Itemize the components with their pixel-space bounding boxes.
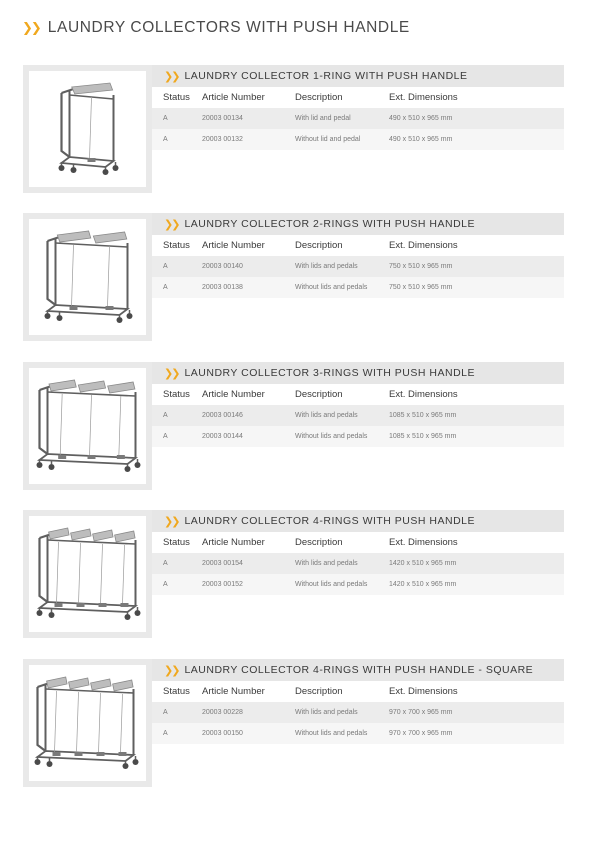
- description-cell: With lids and pedals: [295, 412, 358, 419]
- table-row: [152, 426, 564, 447]
- table-header-row: [152, 87, 564, 108]
- column-header: Status: [163, 240, 190, 251]
- section-title-bar: [152, 659, 564, 681]
- description-cell: With lid and pedal: [295, 115, 351, 122]
- dimensions-cell: 750 x 510 x 965 mm: [389, 284, 453, 291]
- product-table: [152, 235, 564, 298]
- page-title: LAUNDRY COLLECTORS WITH PUSH HANDLE: [47, 19, 410, 36]
- column-header: Article Number: [202, 537, 265, 548]
- article-number-cell: 20003 00154: [202, 560, 243, 567]
- column-header: Status: [163, 686, 190, 697]
- product-photo: [29, 71, 146, 187]
- dimensions-cell: 1420 x 510 x 965 mm: [389, 560, 457, 567]
- dimensions-cell: 490 x 510 x 965 mm: [389, 136, 453, 143]
- product-table: [152, 532, 564, 595]
- product-section: [23, 510, 564, 638]
- description-cell: Without lid and pedal: [295, 136, 361, 143]
- product-section: [23, 362, 564, 490]
- product-table: [152, 681, 564, 744]
- status-cell: A: [163, 433, 168, 440]
- column-header: Status: [163, 92, 190, 103]
- table-row: [152, 277, 564, 298]
- description-cell: With lids and pedals: [295, 263, 358, 270]
- dimensions-cell: 490 x 510 x 965 mm: [389, 115, 453, 122]
- product-photo: [29, 368, 146, 484]
- product-photo-frame: [23, 213, 152, 341]
- dimensions-cell: 1420 x 510 x 965 mm: [389, 581, 457, 588]
- table-header-row: [152, 532, 564, 553]
- dimensions-cell: 1085 x 510 x 965 mm: [389, 433, 457, 440]
- table-row: [152, 256, 564, 277]
- article-number-cell: 20003 00134: [202, 115, 243, 122]
- description-cell: Without lids and pedals: [295, 730, 368, 737]
- section-title: LAUNDRY COLLECTOR 1-RING WITH PUSH HANDLE: [184, 70, 468, 82]
- chevron-double-right-icon: ❯❯: [22, 20, 40, 36]
- column-header: Ext. Dimensions: [389, 240, 458, 251]
- status-cell: A: [163, 136, 168, 143]
- section-title-bar: [152, 65, 564, 87]
- laundry-collector-4-rings-icon: [29, 516, 146, 632]
- product-photo: [29, 665, 146, 781]
- article-number-cell: 20003 00144: [202, 433, 243, 440]
- status-cell: A: [163, 709, 168, 716]
- section-title: LAUNDRY COLLECTOR 4-RINGS WITH PUSH HANDLE: [184, 515, 475, 527]
- column-header: Description: [295, 686, 343, 697]
- status-cell: A: [163, 115, 168, 122]
- table-row: [152, 405, 564, 426]
- chevron-double-right-icon: ❯❯: [164, 366, 179, 380]
- description-cell: With lids and pedals: [295, 709, 358, 716]
- column-header: Description: [295, 240, 343, 251]
- table-header-row: [152, 681, 564, 702]
- product-photo-frame: [23, 362, 152, 490]
- column-header: Article Number: [202, 240, 265, 251]
- product-photo: [29, 516, 146, 632]
- table-header-row: [152, 235, 564, 256]
- chevron-double-right-icon: ❯❯: [164, 217, 179, 231]
- chevron-double-right-icon: ❯❯: [164, 514, 179, 528]
- article-number-cell: 20003 00228: [202, 709, 243, 716]
- section-title: LAUNDRY COLLECTOR 2-RINGS WITH PUSH HANDLE: [184, 218, 475, 230]
- laundry-collector-4-rings-square-icon: [29, 665, 146, 781]
- section-title-bar: [152, 510, 564, 532]
- chevron-double-right-icon: ❯❯: [164, 69, 179, 83]
- description-cell: Without lids and pedals: [295, 581, 368, 588]
- article-number-cell: 20003 00150: [202, 730, 243, 737]
- section-title: LAUNDRY COLLECTOR 3-RINGS WITH PUSH HANDLE: [184, 367, 475, 379]
- product-photo-frame: [23, 510, 152, 638]
- product-section: [23, 65, 564, 193]
- laundry-collector-3-rings-icon: [29, 368, 146, 484]
- section-title-bar: [152, 213, 564, 235]
- description-cell: With lids and pedals: [295, 560, 358, 567]
- article-number-cell: 20003 00140: [202, 263, 243, 270]
- column-header: Description: [295, 537, 343, 548]
- laundry-collector-1-ring-icon: [29, 71, 146, 187]
- column-header: Ext. Dimensions: [389, 92, 458, 103]
- chevron-double-right-icon: ❯❯: [164, 663, 179, 677]
- section-title-bar: [152, 362, 564, 384]
- table-row: [152, 129, 564, 150]
- dimensions-cell: 1085 x 510 x 965 mm: [389, 412, 457, 419]
- table-row: [152, 553, 564, 574]
- dimensions-cell: 970 x 700 x 965 mm: [389, 730, 453, 737]
- column-header: Article Number: [202, 389, 265, 400]
- table-row: [152, 108, 564, 129]
- dimensions-cell: 750 x 510 x 965 mm: [389, 263, 453, 270]
- product-photo: [29, 219, 146, 335]
- table-row: [152, 702, 564, 723]
- status-cell: A: [163, 581, 168, 588]
- product-section: [23, 213, 564, 341]
- column-header: Ext. Dimensions: [389, 537, 458, 548]
- laundry-collector-2-rings-icon: [29, 219, 146, 335]
- status-cell: A: [163, 284, 168, 291]
- column-header: Description: [295, 92, 343, 103]
- status-cell: A: [163, 560, 168, 567]
- column-header: Description: [295, 389, 343, 400]
- page-header: [22, 17, 410, 39]
- article-number-cell: 20003 00146: [202, 412, 243, 419]
- column-header: Status: [163, 537, 190, 548]
- column-header: Article Number: [202, 686, 265, 697]
- table-row: [152, 574, 564, 595]
- table-header-row: [152, 384, 564, 405]
- product-photo-frame: [23, 65, 152, 193]
- product-table: [152, 87, 564, 150]
- article-number-cell: 20003 00138: [202, 284, 243, 291]
- product-table: [152, 384, 564, 447]
- article-number-cell: 20003 00132: [202, 136, 243, 143]
- status-cell: A: [163, 730, 168, 737]
- column-header: Article Number: [202, 92, 265, 103]
- description-cell: Without lids and pedals: [295, 433, 368, 440]
- column-header: Ext. Dimensions: [389, 389, 458, 400]
- table-row: [152, 723, 564, 744]
- description-cell: Without lids and pedals: [295, 284, 368, 291]
- article-number-cell: 20003 00152: [202, 581, 243, 588]
- column-header: Status: [163, 389, 190, 400]
- status-cell: A: [163, 412, 168, 419]
- section-title: LAUNDRY COLLECTOR 4-RINGS WITH PUSH HANDLE - SQUARE: [184, 664, 534, 676]
- product-photo-frame: [23, 659, 152, 787]
- column-header: Ext. Dimensions: [389, 686, 458, 697]
- status-cell: A: [163, 263, 168, 270]
- dimensions-cell: 970 x 700 x 965 mm: [389, 709, 453, 716]
- product-section: [23, 659, 564, 787]
